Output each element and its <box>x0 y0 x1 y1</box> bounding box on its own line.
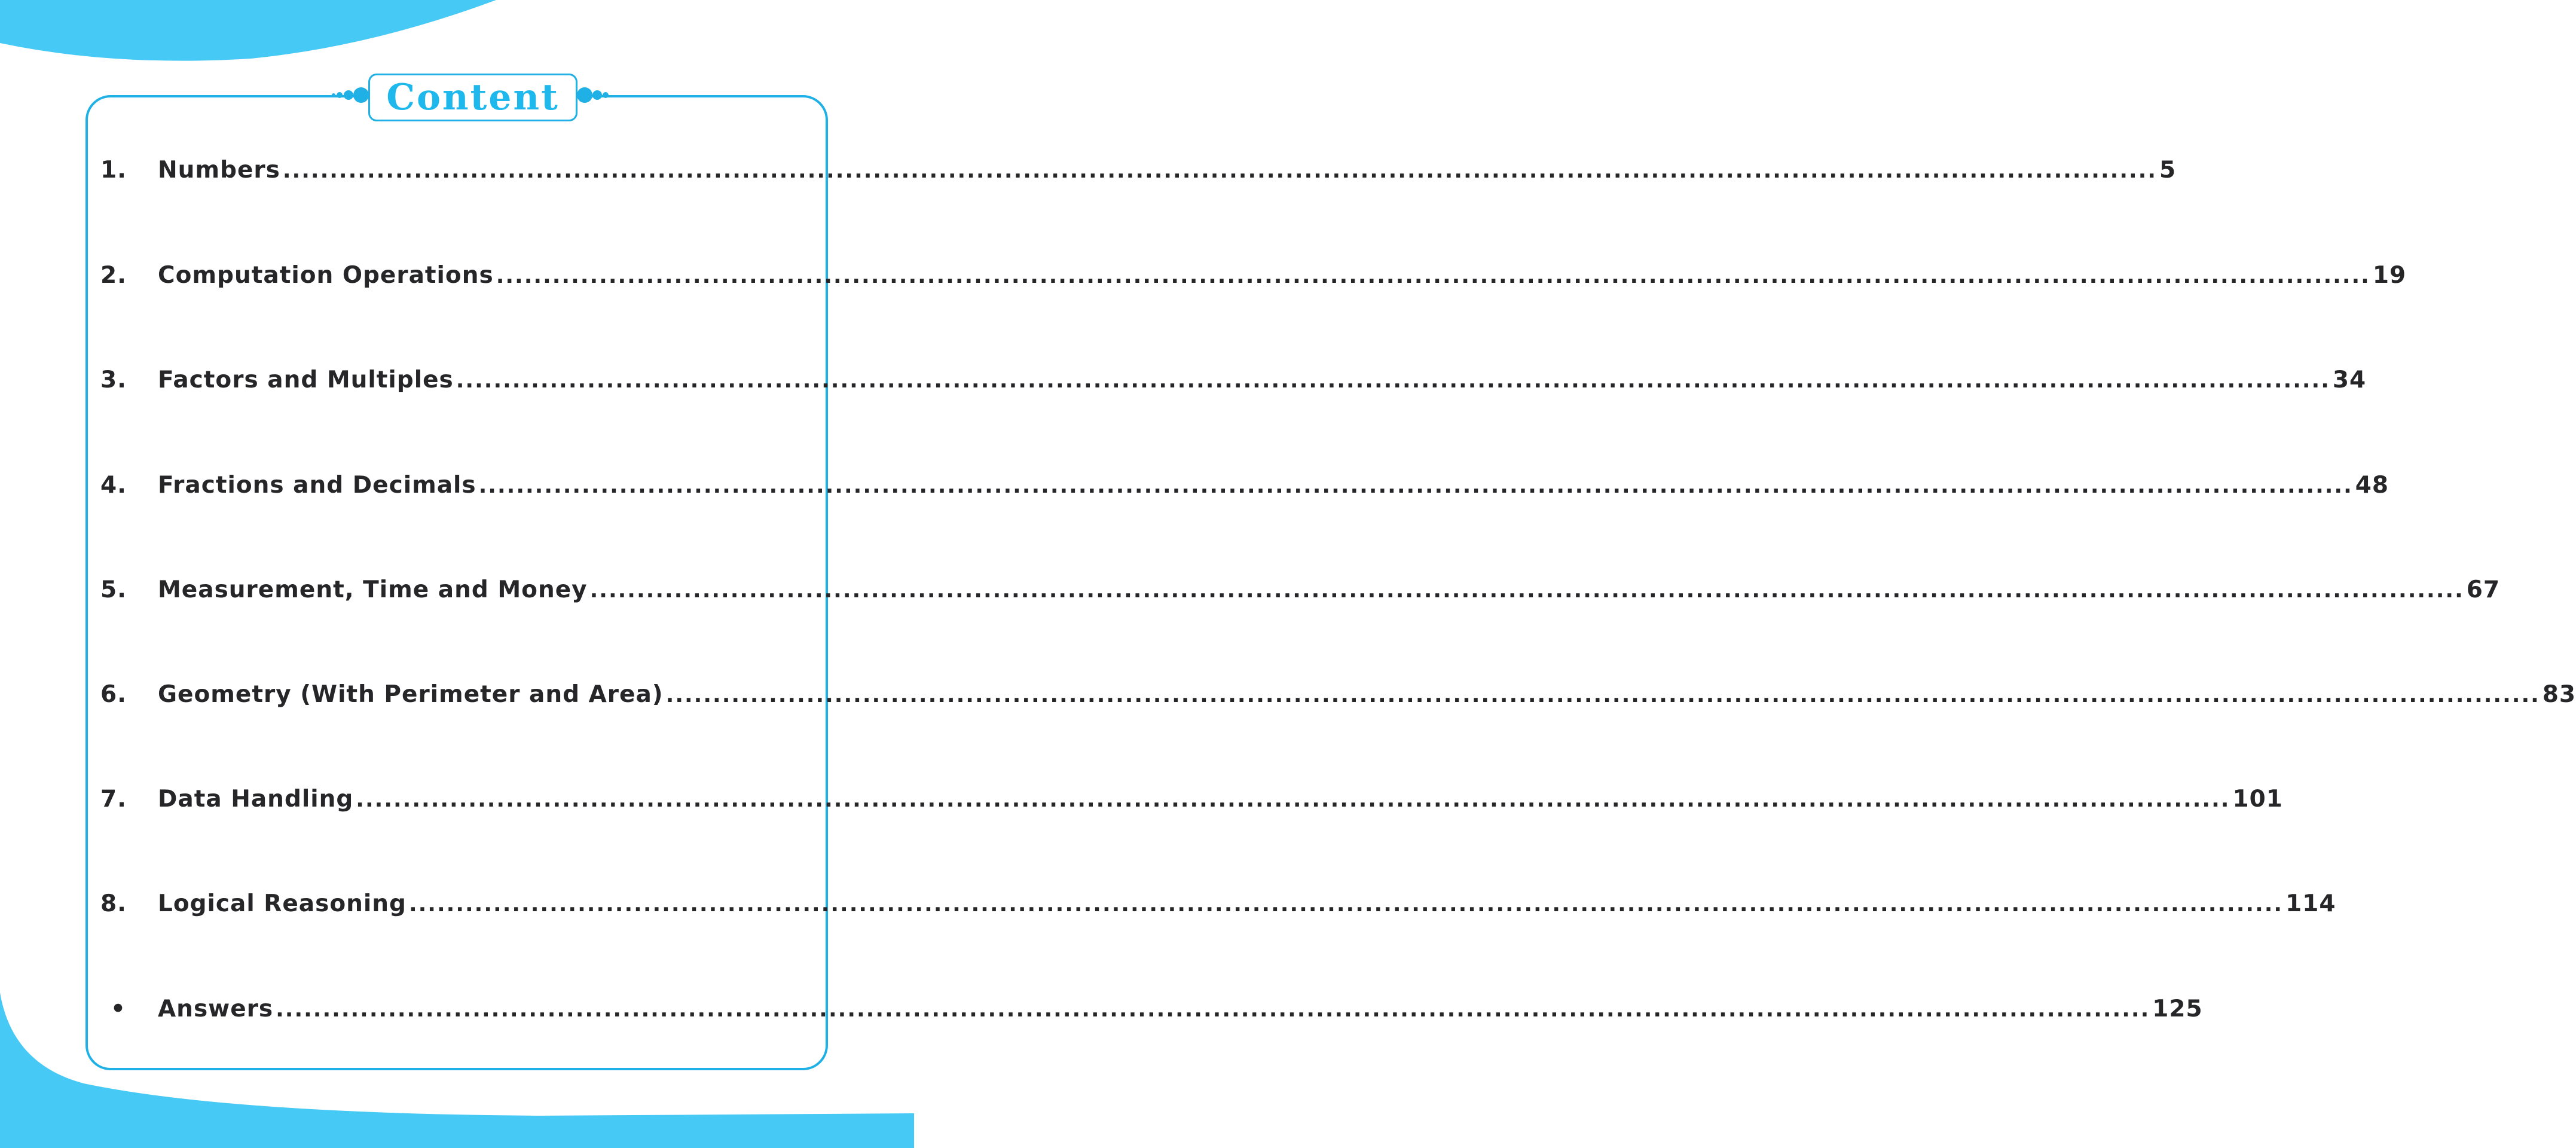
toc-number: • <box>111 996 126 1022</box>
toc-leader-dots: ........................................................................................................................................................................................................ <box>665 683 2540 707</box>
toc-page-number: 5 <box>2159 157 2177 184</box>
toc-page-number: 19 <box>2372 262 2407 289</box>
toc-page-number: 114 <box>2285 890 2336 917</box>
toc-page-number: 101 <box>2232 786 2283 813</box>
toc-number: 6. <box>100 681 127 708</box>
toc-page-number: 48 <box>2355 472 2389 499</box>
toc-title: Logical Reasoning <box>158 890 407 917</box>
right-ornament-icon <box>577 87 609 103</box>
toc-page-number: 67 <box>2466 576 2501 603</box>
toc-row <box>100 472 2389 508</box>
toc-number: 3. <box>100 367 127 393</box>
toc-title: Geometry (With Perimeter and Area) <box>158 681 664 708</box>
toc-number: 2. <box>100 262 127 289</box>
toc-title: Answers <box>158 996 274 1022</box>
toc-leader-dots: ........................................................................................................................................................................................................ <box>408 892 2284 917</box>
toc-number: 8. <box>100 890 127 917</box>
toc-row <box>100 890 2336 926</box>
toc-row <box>100 262 2407 298</box>
toc-leader-dots: ........................................................................................................................................................................................................ <box>496 264 2370 288</box>
toc-title: Data Handling <box>158 786 354 813</box>
toc-leader-dots: ........................................................................................................................................................................................................ <box>456 368 2330 393</box>
toc-leader-dots: ........................................................................................................................................................................................................ <box>356 787 2230 812</box>
toc-leader-dots: ........................................................................................................................................................................................................ <box>478 474 2353 498</box>
toc-row <box>100 996 2203 1031</box>
page-title: Content <box>386 77 560 118</box>
toc-page-number: 125 <box>2152 996 2203 1022</box>
title-box <box>368 74 577 121</box>
toc-row <box>100 786 2283 822</box>
toc-leader-dots: ........................................................................................................................................................................................................ <box>589 578 2464 603</box>
toc-row <box>100 681 2576 717</box>
toc-leader-dots: ........................................................................................................................................................................................................ <box>282 158 2158 183</box>
toc-row <box>100 576 2501 612</box>
top-wave-shape <box>0 0 496 61</box>
toc-page-number: 83 <box>2542 681 2576 708</box>
toc-title: Fractions and Decimals <box>158 472 476 499</box>
toc-number: 7. <box>100 786 127 813</box>
toc-leader-dots: ........................................................................................................................................................................................................ <box>276 997 2150 1022</box>
left-ornament-icon <box>332 87 369 103</box>
toc-row <box>100 367 2367 402</box>
toc-title: Measurement, Time and Money <box>158 576 588 603</box>
toc-number: 4. <box>100 472 127 499</box>
toc-page-number: 34 <box>2332 367 2367 393</box>
toc-title: Computation Operations <box>158 262 494 289</box>
toc-title: Numbers <box>158 157 280 184</box>
toc-title: Factors and Multiples <box>158 367 454 393</box>
toc-row <box>100 157 2177 193</box>
toc-number: 5. <box>100 576 127 603</box>
toc-number: 1. <box>100 157 127 184</box>
